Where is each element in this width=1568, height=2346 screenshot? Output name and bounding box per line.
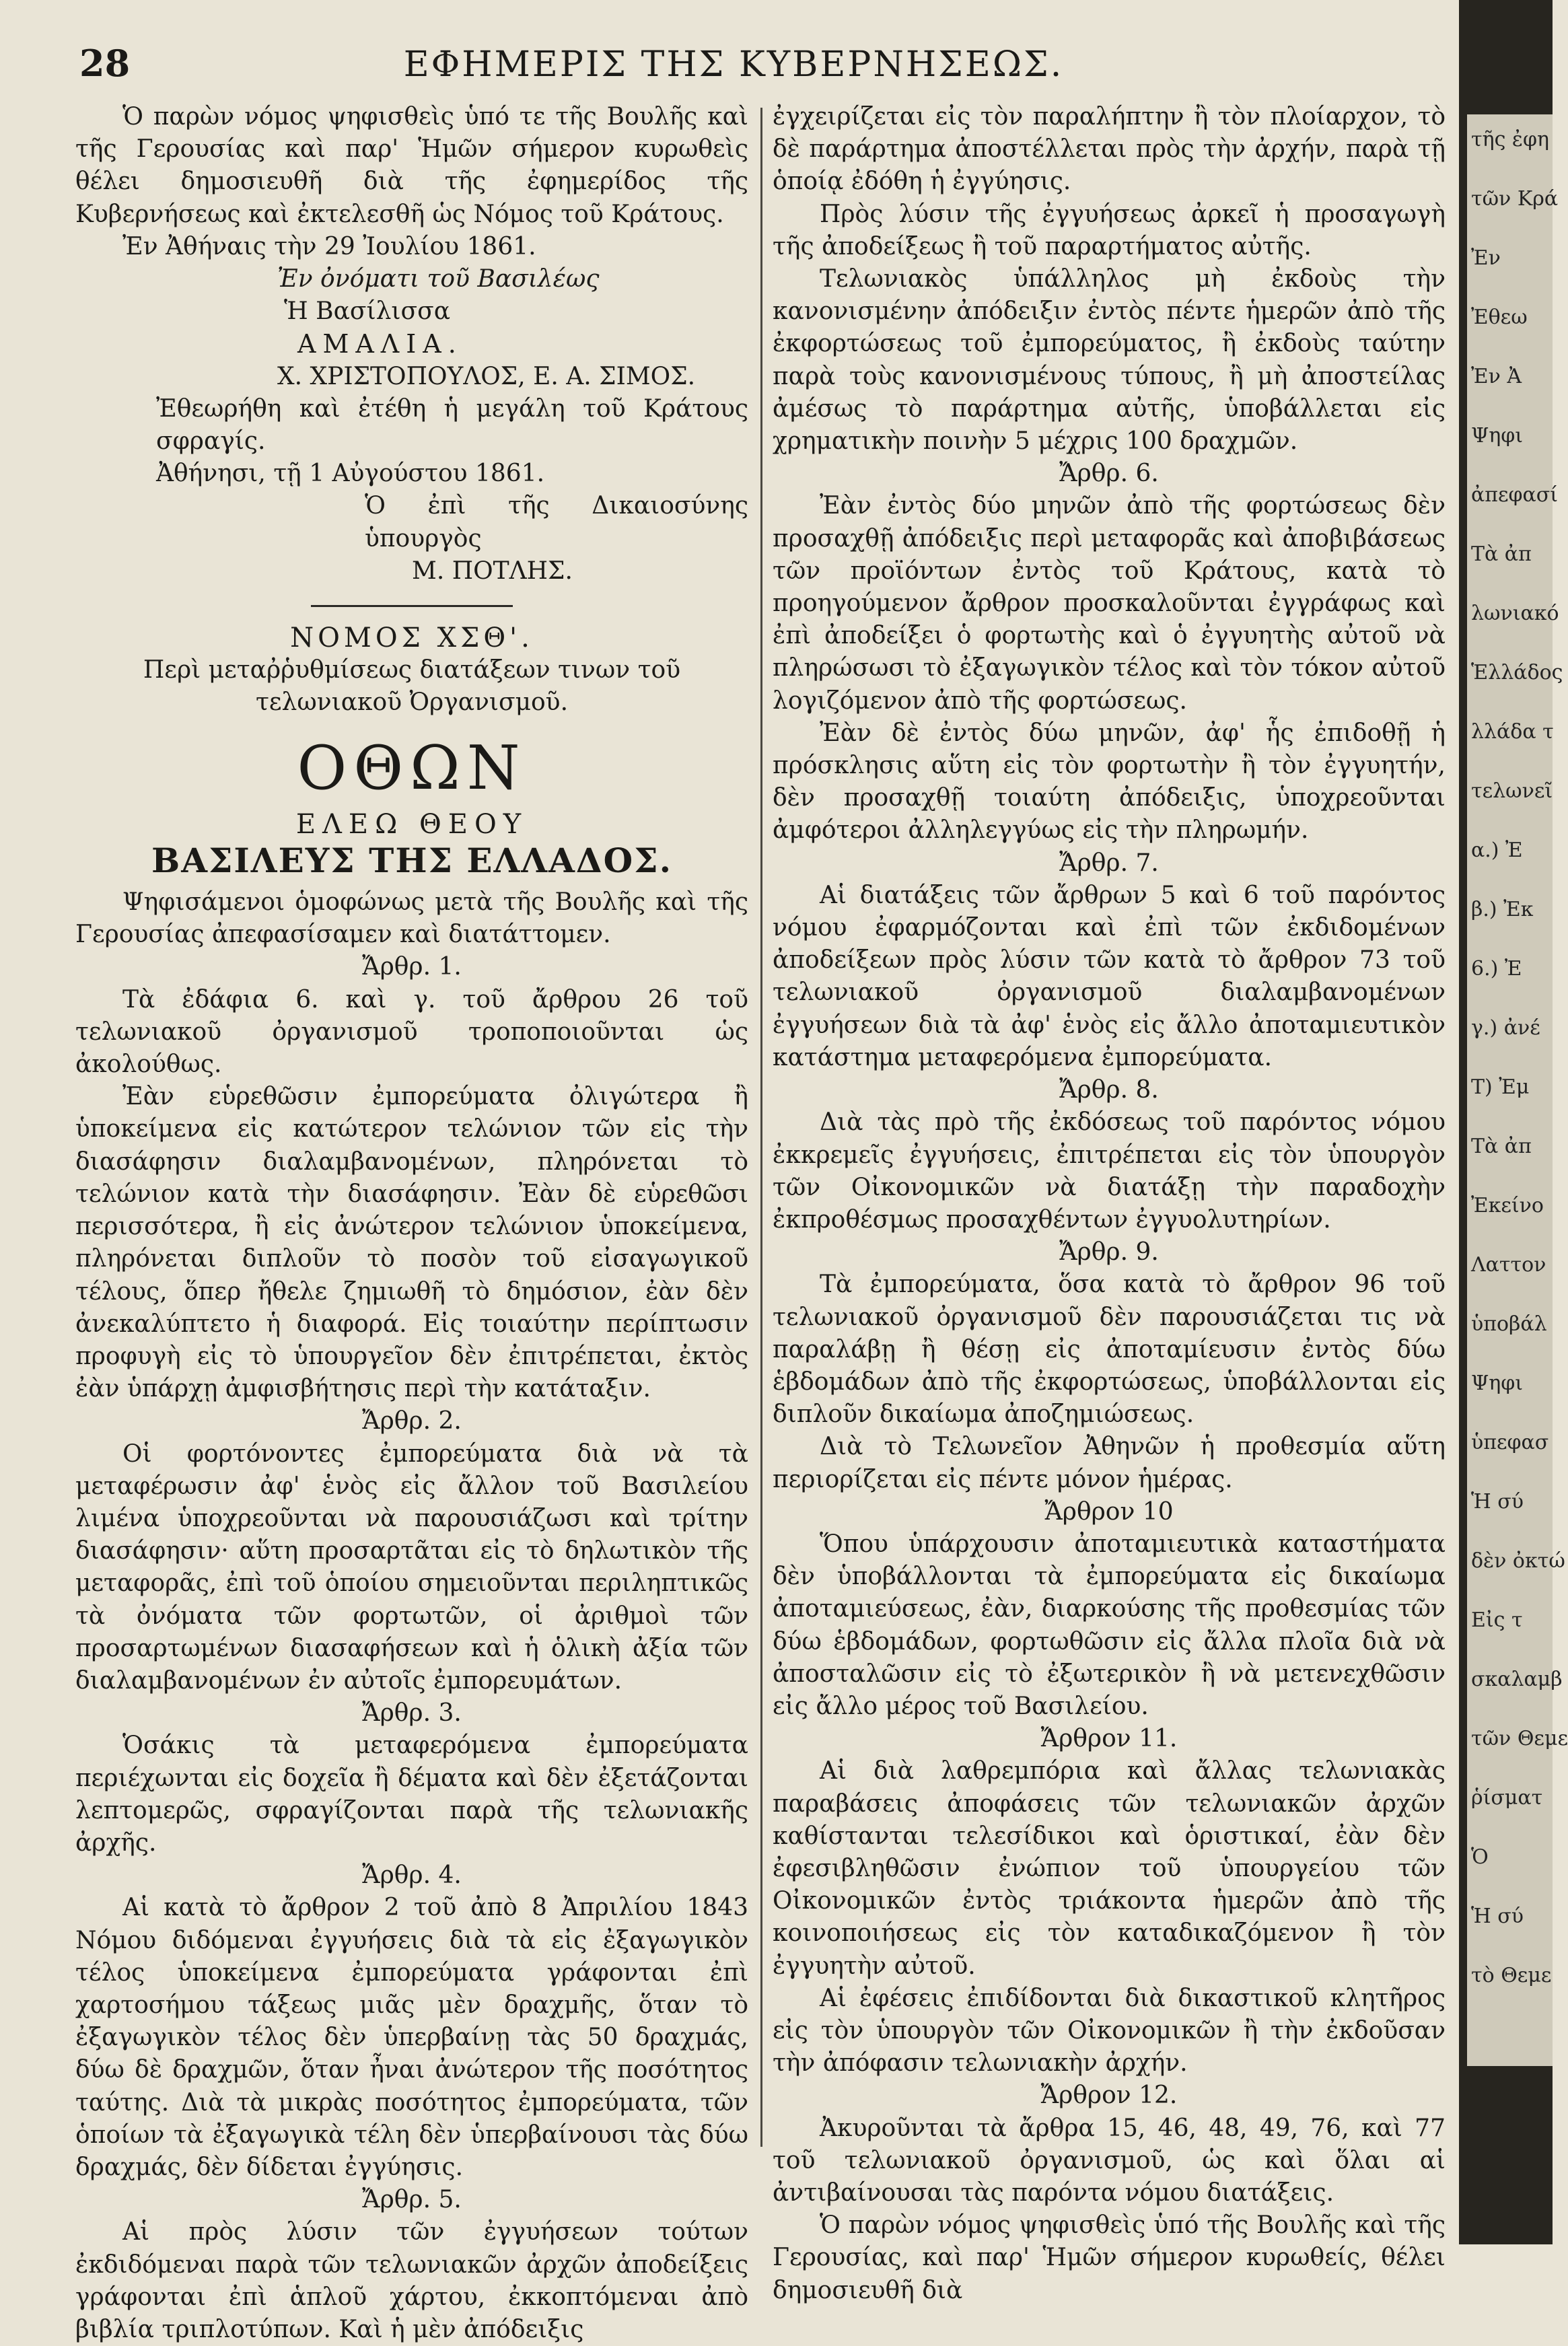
gutter-fragment: ὑποβάλ	[1471, 1312, 1547, 1336]
closing-paragraph: Ὁ παρὼν νόμος ψηφισθεὶς ὑπό τῆς Βουλῆς καὶ τῆς Γερουσίας, καὶ παρ' Ἡμῶν σήμερον κυρωθείς, θέλει δημοσιευθῆ διὰ	[773, 2211, 1446, 2304]
article-paragraph: Ὁσάκις τὰ μεταφερόμενα ἐμπορεύματα περιέχωνται εἰς δοχεῖα ἢ δέματα καὶ δὲν ἐξετάζονται λεπτομερῶς, σφραγίζονται παρὰ τῆς τελωνιακῆς ἀρχῆς.	[75, 1732, 748, 1857]
article-heading: Ἄρθρ. 7.	[1059, 849, 1159, 877]
preamble: Ψηφισάμενοι ὁμοφώνως μετὰ τῆς Βουλῆς καὶ τῆς Γερουσίας ἀπεφασίσαμεν καὶ διατάττομεν.	[75, 888, 748, 949]
gutter-fragment: Λαττον	[1471, 1253, 1546, 1277]
article-paragraph: Αἱ κατὰ τὸ ἄρθρον 2 τοῦ ἀπὸ 8 Ἀπριλίου 1843 Νόμου διδόμεναι ἐγγυήσεις διὰ τὰ εἰς ἐξαγωγικὸν τέλος ὑποκείμενα ἐμπορεύματα γράφονται ἐπὶ χαρτοσήμου τάξεως μιᾶς μὲν δραχμῆς, ὅταν τὸ ἐξαγωγικὸν τέλος δὲν ὑπερβαίνῃ τὰς 50 δραχμάς, δύω δὲ δραχμῶν, ὅταν ἦναι ἀνώτερον τῆς ποσότητος ταύτης. Διὰ τὰ μικρὰς ποσότητος ἐμπορεύματα, τῶν ὁποίων τὰ ἐξαγωγικὰ τέλη δὲν ὑπερβαίνουσι τὰς δύω δραχμάς, δὲν δίδεται ἐγγύησις.	[75, 1894, 748, 2181]
article-paragraph: Οἱ φορτόνοντες ἐμπορεύματα διὰ νὰ τὰ μεταφέρωσιν ἀφ' ἑνὸς εἰς ἄλλον τοῦ Βασιλείου λιμένα ὑποχρεοῦνται νὰ παρουσιάζωσι καὶ τρίτην διασάφησιν· αὕτη προσαρτᾶται εἰς τὸ δηλωτικὸν τῆς μεταφορᾶς, ἐπὶ τοῦ ὁποίου σημειοῦνται περιληπτικῶς τὰ ὀνόματα τῶν φορτωτῶν, οἱ ἀριθμοὶ τῶν προσαρτωμένων διασαφήσεων καὶ ἡ ὁλικὴ ἀξία τῶν διαλαμβανομένων ἐν αὐτοῖς ἐμπορευμάτων.	[75, 1439, 748, 1695]
gutter-fragment: ῥίσματ	[1471, 1786, 1543, 1810]
article-paragraph: Ἐὰν δὲ ἐντὸς δύω μηνῶν, ἀφ' ἧς ἐπιδοθῇ ἡ πρόσκλησις αὕτη εἰς τὸν φορτωτὴν ἢ τὸν ἐγγυητήν, δὲν προσαχθῇ τοιαύτη ἀπόδειξις, ὑποχρεοῦνται ἀμφότεροι ἀλληλεγγύως εἰς τὴν πληρωμήν.	[773, 719, 1446, 845]
article-heading: Ἄρθρ. 6.	[1059, 460, 1159, 488]
article-heading: Ἄρθρ. 5.	[362, 2186, 462, 2214]
in-name-line: Ἐν ὀνόματι τοῦ Βασιλέως	[277, 265, 600, 293]
gutter-fragment: γ.) ἀνέ	[1471, 1016, 1540, 1040]
article-paragraph: Ἐὰν εὑρεθῶσιν ἐμπορεύματα ὀλιγώτερα ἢ ὑποκείμενα εἰς κατώτερον τελώνιον τῶν εἰς τὴν διασάφησιν διαλαμβανομένων, πληρόνεται τὸ τελώνιον κατὰ τὴν διασάφησιν. Ἐὰν δὲ εὑρεθῶσι περισσότερα, ἢ εἰς ἀνώτερον τελώνιον ὑποκείμενα, πληρόνεται διπλοῦν τὸ ποσὸν τοῦ εἰσαγωγικοῦ τέλους, ὅπερ ἤθελε ζημιωθῆ τὸ δημόσιον, ἐὰν δὲν ἀνεκαλύπτετο ἡ διαφορά. Εἰς τοιαύτην περίπτωσιν προφυγὴ εἰς τὸ ὑπουργεῖον δὲν ἐπιτρέπεται, ἐκτὸς ἐὰν ὑπάρχῃ ἀμφισβήτησις περὶ τὴν κατάταξιν.	[75, 1083, 748, 1403]
article-paragraph: Ὅπου ὑπάρχουσιν ἀποταμιευτικὰ καταστήματα δὲν ὑποβάλλονται τὰ ἐμπορεύματα εἰς δικαίωμα ἀποταμιεύσεως, ἐὰν, διαρκούσης τῆς προθεσμίας τῶν δύω ἑβδομάδων, φορτωθῶσιν εἰς ἄλλα πλοῖα διὰ νὰ ἀποσταλῶσιν εἰς τὸ ἐξωτερικὸν ἢ νὰ μετενεχθῶσιν εἰς ἄλλο μέρος τοῦ Βασιλείου.	[773, 1530, 1446, 1720]
article-paragraph: Διὰ τὸ Τελωνεῖον Ἀθηνῶν ἡ προθεσμία αὕτη περιορίζεται εἰς πέντε μόνον ἡμέρας.	[773, 1433, 1446, 1493]
article-heading: Ἄρθρ. 2.	[362, 1407, 462, 1435]
intro-paragraph: Ὁ παρὼν νόμος ψηφισθεὶς ὑπό τε τῆς Βουλῆς καὶ τῆς Γερουσίας καὶ παρ' Ἡμῶν σήμερον κυρωθεὶς θέλει δημοσιευθῆ διὰ τῆς ἐφημερίδος τῆς Κυβερνήσεως καὶ ἐκτελεσθῆ ὡς Νόμος τοῦ Κράτους.	[75, 103, 748, 228]
article-paragraph: Αἱ ἐφέσεις ἐπιδίδονται διὰ δικαστικοῦ κλητῆρος εἰς τὸν ὑπουργὸν τῶν Οἰκονομικῶν ἢ τὴν ἐκδοῦσαν τὴν ἀπόφασιν τελωνιακὴν ἀρχήν.	[773, 1984, 1446, 2077]
gutter-fragment: Ὁ	[1471, 1845, 1489, 1869]
seal-line: Ἐθεωρήθη καὶ ἐτέθη ἡ μεγάλη τοῦ Κράτους σφραγίς.	[156, 394, 748, 456]
article-heading: Ἄρθρ. 1.	[362, 953, 462, 981]
date-line: Ἐν Ἀθήναις τὴν 29 Ἰουλίου 1861.	[122, 232, 536, 260]
gutter-fragment: τὸ Θεμε	[1471, 1964, 1552, 1987]
left-column	[75, 101, 748, 2346]
gutter-fragment: ὑπεφασ	[1471, 1431, 1549, 1454]
gutter-fragment: 6.) Ἐ	[1471, 957, 1522, 981]
article-paragraph: Τελωνιακὸς ὑπάλληλος μὴ ἐκδοὺς τὴν κανονισμένην ἀπόδειξιν ἐντὸς πέντε ἡμερῶν ἀπὸ τῆς ἐκφορτώσεως τοῦ ἐμπορεύματος, ἢ ἐκδοὺς ταύτην παρὰ τοὺς κανονισμένους τύπους, ἢ μὴ ἀποστείλας ἀμέσως τὸ παράρτημα αὐτῆς, ὑποβάλλεται εἰς χρηματικὴν ποινὴν 5 μέχρις 100 δραχμῶν.	[773, 265, 1446, 456]
column-rule	[760, 108, 762, 2147]
gutter-fragment: τῆς ἐφη	[1471, 128, 1549, 151]
article-paragraph: Τὰ ἐδάφια 6. καὶ γ. τοῦ ἄρθρου 26 τοῦ τελωνιακοῦ ὀργανισμοῦ τροποποιοῦνται ὡς ἀκολούθως.	[75, 985, 748, 1079]
article-heading: Ἄρθρ. 4.	[362, 1861, 462, 1890]
gutter-fragment: Εἰς τ	[1471, 1608, 1523, 1632]
gutter-fragment: Ἐθεω	[1471, 306, 1528, 329]
article-paragraph: Ἐὰν ἐντὸς δύο μηνῶν ἀπὸ τῆς φορτώσεως δὲν προσαχθῇ ἀπόδειξις περὶ μεταφορᾶς καὶ ἀποβιβάσεως τῶν προϊόντων ἐντὸς τοῦ Κράτους, κατὰ τὸ προηγούμενον ἄρθρον προσκαλοῦνται ἐγγράφως καὶ ἐπὶ ἀποδείξει ὁ φορτωτὴς καὶ ὁ ἐγγυητὴς αὐτοῦ νὰ πληρώσωσι τὸ ἐξαγωγικὸν τέλος καὶ τὸν τόκον αὐτοῦ λογιζόμενον ἀπὸ τῆς φορτώσεως.	[773, 492, 1446, 715]
gutter-fragment: Ἐν Ἀ	[1471, 365, 1522, 388]
article-heading: Ἄρθρον 10	[1044, 1497, 1174, 1526]
justice-minister-title: Ὁ ἐπὶ τῆς Δικαιοσύνης ὑπουργὸς	[365, 492, 748, 553]
article-paragraph: Διὰ τὰς πρὸ τῆς ἐκδόσεως τοῦ παρόντος νόμου ἐκκρεμεῖς ἐγγυήσεις, ἐπιτρέπεται εἰς τὸν ὑπουργὸν τῶν Οἰκονομικῶν νὰ διατάξῃ τὴν παραδοχὴν ἐκπροθέσμως προσαχθέντων ἐγγυολυτηρίων.	[773, 1108, 1446, 1234]
page-number: 28	[79, 42, 131, 85]
right-column	[773, 101, 1446, 2307]
gutter-fragment: τῶν Κρά	[1471, 187, 1559, 211]
article-paragraph: Πρὸς λύσιν τῆς ἐγγυήσεως ἀρκεῖ ἡ προσαγωγὴ τῆς ἀποδείξεως ἢ τοῦ παραρτήματος αὐτῆς.	[773, 200, 1446, 260]
article-heading: Ἄρθρον 12.	[1040, 2082, 1178, 2110]
gutter-fragment: Ἑλλάδος	[1471, 661, 1563, 684]
queen-name: ΑΜΑΛΙΑ.	[297, 329, 463, 359]
gutter-fragment: ἀπεφασί	[1471, 483, 1559, 507]
article-heading: Ἄρθρ. 8.	[1059, 1076, 1159, 1104]
law-title: Περὶ μεταῤῥυθμίσεως διατάξεων τινων τοῦ τελωνιακοῦ Ὀργανισμοῦ.	[143, 656, 681, 717]
gutter-fragment: δὲν ὀκτώ	[1471, 1549, 1565, 1573]
article-heading: Ἄρθρ. 9.	[1059, 1238, 1159, 1267]
gutter-fragment: λωνιακό	[1471, 602, 1559, 625]
king-grace: ΕΛΕΩ ΘΕΟΥ	[295, 808, 528, 840]
gutter-fragment: σκαλαμβ	[1471, 1668, 1563, 1691]
ministers-line: Χ. ΧΡΙΣΤΟΠΟΥΛΟΣ, Ε. Α. ΣΙΜΟΣ.	[277, 362, 696, 390]
section-divider	[311, 605, 513, 607]
queen-line: Ἡ Βασίλισσα	[284, 297, 451, 326]
gutter-fragment: τελωνεῖ	[1471, 779, 1553, 803]
article-heading: Ἄρθρον 11.	[1040, 1725, 1178, 1753]
gutter-fragment: Ἐν	[1471, 246, 1501, 270]
gutter-fragment: α.) Ἐ	[1471, 839, 1523, 862]
gutter-fragment: λλάδα τ	[1471, 720, 1554, 744]
king-title: ΒΑΣΙΛΕΥΣ ΤΗΣ ΕΛΛΑΔΟΣ.	[151, 840, 672, 880]
article-paragraph: ἐγχειρίζεται εἰς τὸν παραλήπτην ἢ τὸν πλοίαρχον, τὸ δὲ παράρτημα ἀποστέλλεται πρὸς τὴν ἀρχήν, παρὰ τῇ ὁποίᾳ ἐδόθη ἡ ἐγγύησις.	[773, 103, 1446, 196]
article-paragraph: Αἱ διὰ λαθρεμπόρια καὶ ἄλλας τελωνιακὰς παραβάσεις ἀποφάσεις τῶν τελωνιακῶν ἀρχῶν καθίστανται τελεσίδικοι καὶ ὁριστικαί, ἐὰν δὲν ἐφεσιβληθῶσιν ἐνώπιον τοῦ ὑπουργείου τῶν Οἰκονομικῶν ἐντὸς τριάκοντα ἡμερῶν ἀπὸ τῆς κοινοποιήσεως εἰς τὸν καταδικαζόμενον ἢ τὸν ἐγγυητὴν αὐτοῦ.	[773, 1757, 1446, 1980]
gutter-fragment: Τὰ ἀπ	[1471, 542, 1532, 566]
justice-minister: Μ. ΠΟΤΛΗΣ.	[412, 557, 573, 585]
seal-date: Ἀθήνησι, τῇ 1 Αὐγούστου 1861.	[156, 460, 545, 488]
gutter-fragment: Ἡ σύ	[1471, 1490, 1524, 1514]
running-title: ΕΦΗΜΕΡΙΣ ΤΗΣ ΚΥΒΕΡΝΗΣΕΩΣ.	[403, 44, 1064, 85]
article-heading: Ἄρθρ. 3.	[362, 1699, 462, 1728]
gutter-fragment: Ἐκείνο	[1471, 1194, 1544, 1217]
gutter-fragment: Ἡ σύ	[1471, 1905, 1524, 1928]
gutter-fragment: Ψηφι	[1471, 1372, 1524, 1395]
gutter-fragment: Ψηφι	[1471, 424, 1524, 448]
gutter-fragment: Τὰ ἀπ	[1471, 1135, 1532, 1158]
king-name: ΟΘΩΝ	[297, 732, 527, 804]
law-number: ΝΟΜΟΣ ΧΣΘ'.	[290, 623, 534, 654]
article-paragraph: Ἀκυροῦνται τὰ ἄρθρα 15, 46, 48, 49, 76, καὶ 77 τοῦ τελωνιακοῦ ὀργανισμοῦ, ὡς καὶ ὅλαι αἱ ἀντιβαίνουσαι τὰς παρόντα νόμου διατάξεις.	[773, 2114, 1446, 2207]
gutter-fragment: Τ) Ἐμ	[1471, 1075, 1530, 1099]
article-paragraph: Αἱ διατάξεις τῶν ἄρθρων 5 καὶ 6 τοῦ παρόντος νόμου ἐφαρμόζονται καὶ ἐπὶ τῶν ἐκδιδομένων ἀποδείξεων πρὸς λύσιν τῶν κατὰ τὸ ἄρθρον 73 τοῦ τελωνιακοῦ ὀργανισμοῦ διαλαμβανομένων ἐγγυήσεων διὰ τὰ ἀφ' ἑνὸς εἰς ἄλλο ἀποταμιευτικὸν κατάστημα μεταφερόμενα ἐμπορεύματα.	[773, 881, 1446, 1071]
gutter-fragment: τῶν Θεμε	[1471, 1727, 1568, 1750]
gutter-fragment: β.) Ἐκ	[1471, 898, 1534, 921]
article-paragraph: Αἱ πρὸς λύσιν τῶν ἐγγυήσεων τούτων ἐκδιδόμεναι παρὰ τῶν τελωνιακῶν ἀρχῶν ἀποδείξεις γράφονται ἐπὶ ἁπλοῦ χάρτου, ἐκκοπτόμεναι ἀπὸ βιβλία τριπλοτύπων. Καὶ ἡ μὲν ἀπόδειξις	[75, 2218, 748, 2343]
article-paragraph: Τὰ ἐμπορεύματα, ὅσα κατὰ τὸ ἄρθρον 96 τοῦ τελωνιακοῦ ὀργανισμοῦ δὲν παρουσιάζεται τις νὰ παραλάβῃ ἢ θέσῃ εἰς ἀποταμίευσιν ἐντὸς δύω ἑβδομάδων ἀπὸ τῆς ἐκφορτώσεως, ὑποβάλλονται εἰς διπλοῦν δικαίωμα ἀποζημιώσεως.	[773, 1271, 1446, 1429]
